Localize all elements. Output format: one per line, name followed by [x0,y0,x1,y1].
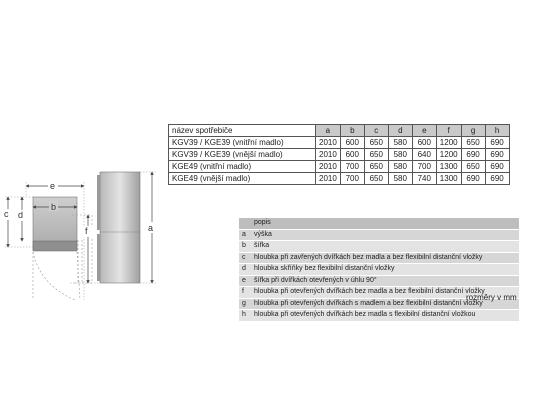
table-cell: 2010 [316,173,341,185]
legend-text: šířka při dvířkách otevřených v úhlu 90° [254,276,377,284]
table-header-row [169,125,510,137]
column-header: b [340,125,364,137]
table-cell: 600 [412,137,436,149]
dimensions-table [168,124,510,185]
table-cell: 690 [485,161,509,173]
table-cell: 2010 [316,161,341,173]
column-header: h [485,125,509,137]
column-header: f [436,125,461,137]
model-name: KGV39 / KGE39 (vnější madlo) [169,149,316,161]
model-name: KGE49 (vnější madlo) [169,173,316,185]
column-header: e [412,125,436,137]
legend-item [239,264,519,276]
label-c: c [4,209,9,219]
legend-key: g [242,299,246,307]
column-header: d [388,125,412,137]
table-cell: 650 [364,149,388,161]
top-view-fridge [33,197,80,300]
table-cell: 690 [461,173,485,185]
table-cell: 600 [340,137,364,149]
model-name: KGV39 / KGE39 (vnitřní madlo) [169,137,316,149]
table-cell: 740 [412,173,436,185]
label-a: a [148,223,154,233]
table-row [169,149,510,161]
legend-header-row [239,218,519,230]
table-cell: 580 [388,173,412,185]
legend-text: výška [254,230,272,238]
table-cell: 700 [340,161,364,173]
legend-text: hloubka při otevřených dvířkách s madlem a bez flexibilní distanční vložky [254,299,483,307]
table-cell: 580 [388,149,412,161]
table-cell: 700 [340,173,364,185]
table-cell: 2010 [316,149,341,161]
legend-text: šířka [254,242,270,249]
legend-text: hloubka při zavřených dvířkách bez madla a bez flexibilní distanční vložky [254,253,483,261]
legend-item [239,276,519,288]
table-cell: 580 [388,161,412,173]
table-cell: 690 [461,149,485,161]
legend-item [239,241,519,253]
table-cell: 1300 [436,161,461,173]
legend-text: hloubka při otevřených dvířkách bez madla s flexibilní distanční vložkou [254,311,476,318]
table-cell: 1200 [436,137,461,149]
legend-item [239,230,519,242]
table-cell: 640 [412,149,436,161]
column-header: a [316,125,341,137]
side-view-fridge [72,172,140,283]
table-row [169,137,510,149]
table-cell: 690 [485,137,509,149]
table-cell: 690 [485,173,509,185]
column-header: g [461,125,485,137]
column-header: c [364,125,388,137]
legend-key: h [242,311,246,318]
table-cell: 650 [461,137,485,149]
legend-text: hloubka skříňky bez flexibilní distanční vložky [254,265,395,272]
model-name: KGE49 (vnitřní madlo) [169,161,316,173]
legend-key: e [242,276,246,284]
legend-key: f [242,288,244,295]
legend-item [239,310,519,322]
legend-header: popis [254,219,271,226]
table-row [169,173,510,185]
table-cell: 580 [388,137,412,149]
table-cell: 650 [364,137,388,149]
legend-key: a [242,230,246,238]
table-cell: 700 [412,161,436,173]
label-b: b [51,202,57,212]
label-f: f [85,226,88,236]
table-row [169,161,510,173]
table-cell: 1300 [436,173,461,185]
legend-key: b [242,242,246,249]
column-header-name: název spotřebiče [169,125,316,137]
legend-item [239,253,519,265]
table-cell: 690 [485,149,509,161]
label-d: d [18,210,24,220]
legend-text: hloubka při otevřených dvířkách bez madla a bez flexibilní distanční vložky [254,288,485,295]
table-cell: 650 [461,161,485,173]
table-cell: 600 [340,149,364,161]
label-e: e [50,181,56,191]
legend-key: d [242,265,246,272]
table-cell: 2010 [316,137,341,149]
dimension-legend [239,218,519,322]
table-cell: 1200 [436,149,461,161]
table-cell: 650 [364,161,388,173]
legend-key: c [242,253,246,261]
units-note: rozměry v mm [466,293,517,302]
table-cell: 650 [364,173,388,185]
